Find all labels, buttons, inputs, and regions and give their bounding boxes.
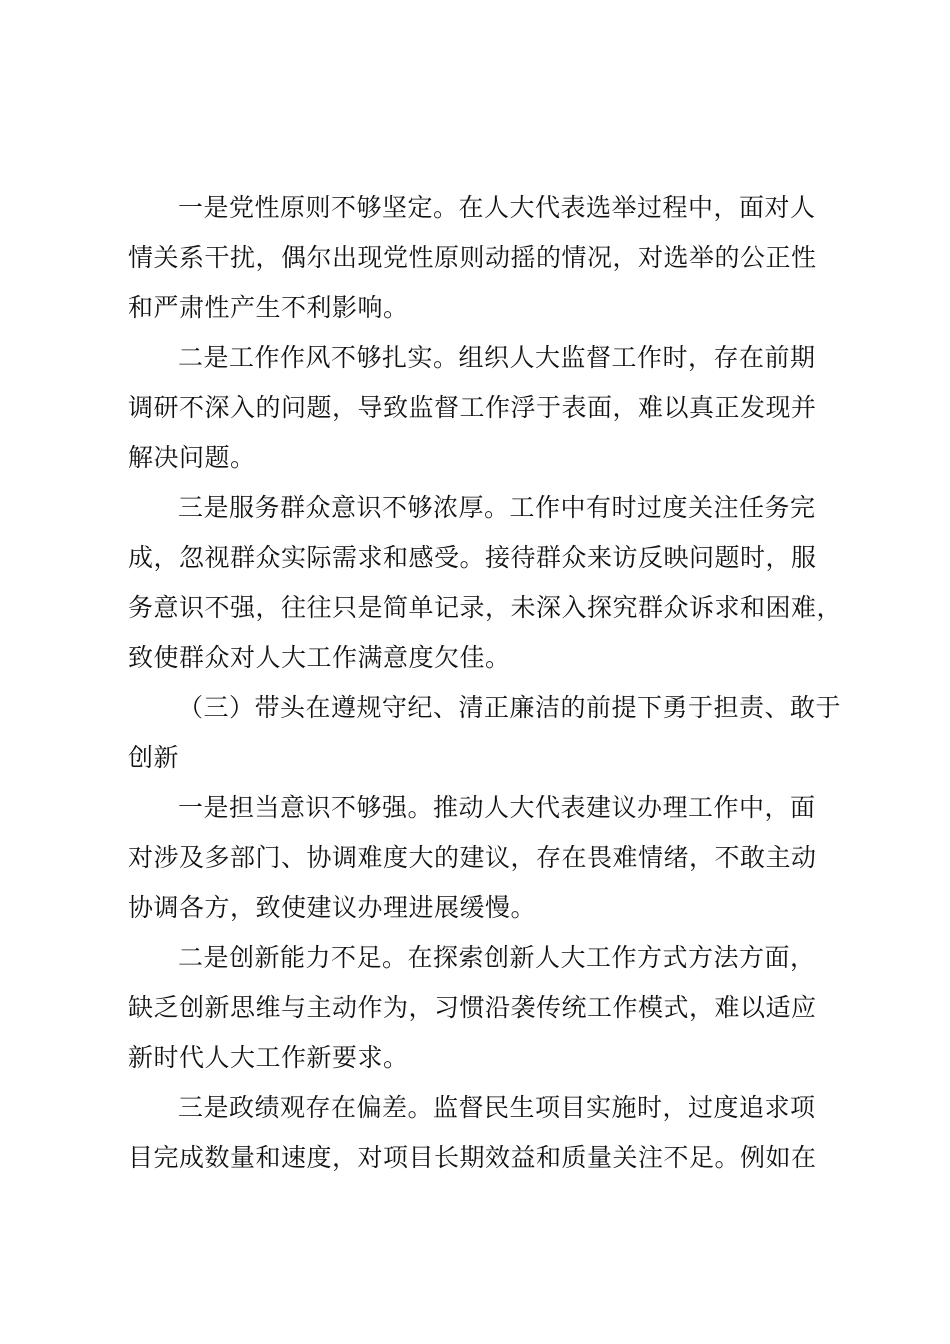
paragraph-line: 三是服务群众意识不够浓厚。工作中有时过度关注任务完 xyxy=(178,493,816,522)
document-body xyxy=(128,183,856,1183)
paragraph-line: 目完成数量和速度，对项目长期效益和质量关注不足。例如在 xyxy=(128,1143,817,1172)
paragraph-line: 情关系干扰，偶尔出现党性原则动摇的情况，对选举的公正性 xyxy=(128,243,817,272)
paragraph-line: 一是党性原则不够坚定。在人大代表选举过程中，面对人 xyxy=(178,193,816,222)
paragraph-line: 新时代人大工作新要求。 xyxy=(128,1043,409,1072)
paragraph-line: 和严肃性产生不利影响。 xyxy=(128,293,409,322)
paragraph-innovation xyxy=(128,933,856,1083)
paragraph-line: 致使群众对人大工作满意度欠佳。 xyxy=(128,643,511,672)
paragraph-responsibility xyxy=(128,783,856,933)
paragraph-line: 二是工作作风不够扎实。组织人大监督工作时，存在前期 xyxy=(178,343,816,372)
paragraph-party-principle xyxy=(128,183,856,333)
section-heading-three xyxy=(128,683,856,783)
paragraph-line: 一是担当意识不够强。推动人大代表建议办理工作中，面 xyxy=(178,793,816,822)
paragraph-service-awareness xyxy=(128,483,856,683)
paragraph-line: 解决问题。 xyxy=(128,443,256,472)
paragraph-line: 缺乏创新思维与主动作为，习惯沿袭传统工作模式，难以适应 xyxy=(128,993,817,1022)
paragraph-line: 三是政绩观存在偏差。监督民生项目实施时，过度追求项 xyxy=(178,1093,816,1122)
section-heading-line: （三）带头在遵规守纪、清正廉洁的前提下勇于担责、敢于 xyxy=(178,693,842,722)
section-heading-line: 创新 xyxy=(128,743,180,772)
paragraph-line: 成，忽视群众实际需求和感受。接待群众来访反映问题时，服 xyxy=(128,543,817,572)
paragraph-line: 对涉及多部门、协调难度大的建议，存在畏难情绪，不敢主动 xyxy=(128,843,817,872)
paragraph-line: 务意识不强，往往只是简单记录，未深入探究群众诉求和困难， xyxy=(128,593,843,622)
paragraph-performance-view xyxy=(128,1083,856,1183)
paragraph-line: 协调各方，致使建议办理进展缓慢。 xyxy=(128,893,537,922)
paragraph-line: 调研不深入的问题，导致监督工作浮于表面，难以真正发现并 xyxy=(128,393,817,422)
paragraph-work-style xyxy=(128,333,856,483)
paragraph-line: 二是创新能力不足。在探索创新人大工作方式方法方面， xyxy=(178,943,816,972)
